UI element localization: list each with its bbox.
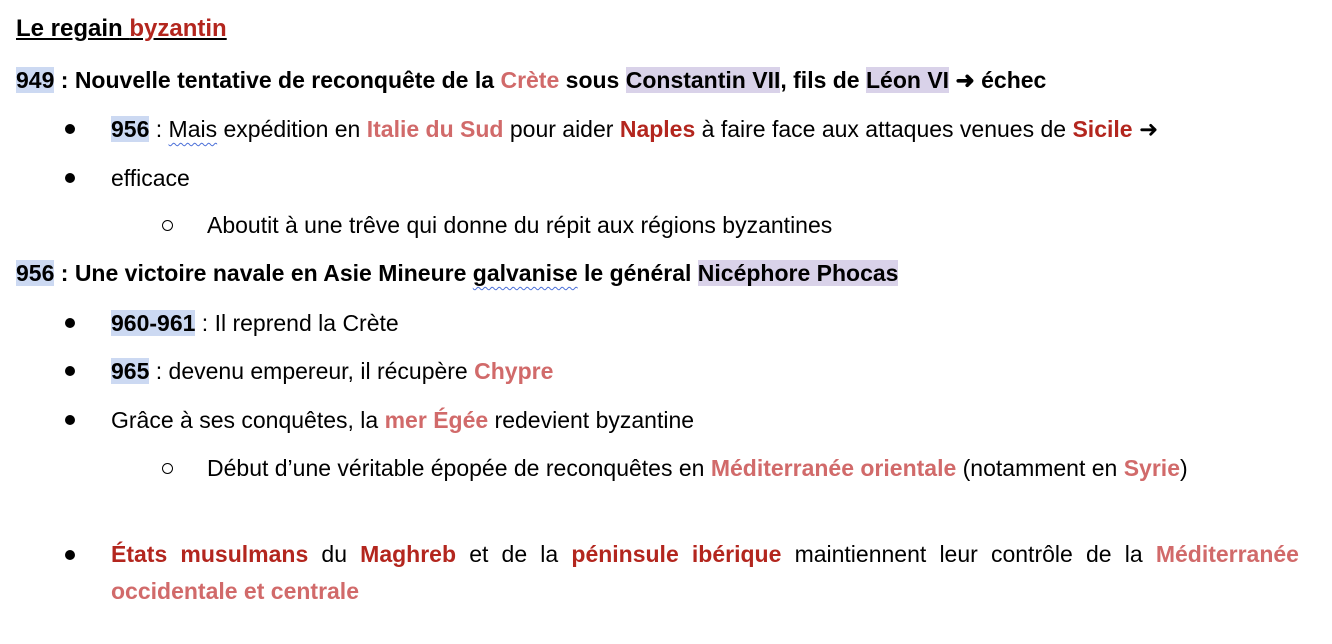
item-text: : [149, 116, 169, 142]
item-text: (notamment en [956, 455, 1124, 481]
heading-956 [16, 258, 898, 288]
entity-etats: États musulmans [111, 541, 309, 567]
place-crete: Crète [500, 67, 560, 93]
bullet-icon [65, 415, 75, 425]
item-text: : devenu empereur, il récupère [149, 358, 475, 384]
year-badge: 956 [16, 260, 55, 286]
place-med-occidentale: Méditerranée occidentale et centrale [111, 541, 1299, 604]
sub-bullet-icon [162, 220, 173, 231]
item-text: du [308, 541, 361, 567]
person-nicephore: Nicéphore Phocas [697, 260, 899, 286]
heading-text: , fils de [780, 67, 866, 93]
title-text: Le regain [16, 15, 130, 42]
list-item-965 [111, 356, 553, 386]
section-title [16, 14, 227, 44]
heading-text: : Une victoire navale en Asie Mineure [54, 260, 473, 286]
bullet-icon [65, 550, 75, 560]
sub-item-epopee [207, 450, 1299, 487]
place-peninsule: péninsule ibérique [571, 541, 782, 567]
person-leon: Léon VI [866, 67, 950, 93]
item-text: Grâce à ses conquêtes, la [111, 407, 385, 433]
place-chypre: Chypre [474, 358, 554, 384]
item-text: pour aider [503, 116, 620, 142]
bullet-icon [65, 173, 75, 183]
person-constantin: Constantin VII [625, 67, 781, 93]
item-text: expédition en [217, 116, 367, 142]
title-highlight: byzantin [129, 15, 227, 42]
bullet-icon [65, 366, 75, 376]
heading-text: : Nouvelle tentative de reconquête de la [54, 67, 501, 93]
item-text: maintiennent leur contrôle de la [781, 541, 1156, 567]
item-text: ➜ [1132, 116, 1159, 142]
place-sicile: Sicile [1072, 116, 1133, 142]
spellcheck-word[interactable]: Mais [168, 116, 218, 142]
list-item-956 [111, 114, 1158, 144]
item-text: à faire face aux attaques venues de [695, 116, 1073, 142]
place-naples: Naples [619, 116, 696, 142]
year-badge: 960-961 [111, 310, 196, 336]
bullet-icon [65, 318, 75, 328]
list-item-etats [111, 536, 1299, 610]
list-item-960 [111, 308, 399, 338]
list-item-efficace: efficace [111, 165, 190, 191]
heading-text: ➜ échec [949, 67, 1047, 93]
place-italie: Italie du Sud [366, 116, 504, 142]
place-mer-egee: mer Égée [384, 407, 489, 433]
place-maghreb: Maghreb [360, 541, 457, 567]
list-item-egee [111, 405, 694, 435]
item-text: redevient byzantine [488, 407, 695, 433]
heading-text: sous [559, 67, 626, 93]
place-syrie: Syrie [1123, 455, 1180, 481]
sub-bullet-icon [162, 463, 173, 474]
heading-text: le général [577, 260, 698, 286]
spellcheck-word[interactable]: galvanise [472, 260, 578, 286]
place-med-orientale: Méditerranée orientale [710, 455, 957, 481]
year-badge: 949 [16, 67, 55, 93]
item-text: et de la [456, 541, 572, 567]
year-badge: 965 [111, 358, 150, 384]
item-text: Début d’une véritable épopée de reconquêtes en [207, 455, 711, 481]
heading-949 [16, 65, 1046, 95]
year-badge: 956 [111, 116, 150, 142]
item-text: ) [1179, 455, 1188, 481]
item-text: : Il reprend la Crète [195, 310, 399, 336]
sub-item-treve: Aboutit à une trêve qui donne du répit aux régions byzantines [207, 212, 833, 238]
bullet-icon [65, 124, 75, 134]
